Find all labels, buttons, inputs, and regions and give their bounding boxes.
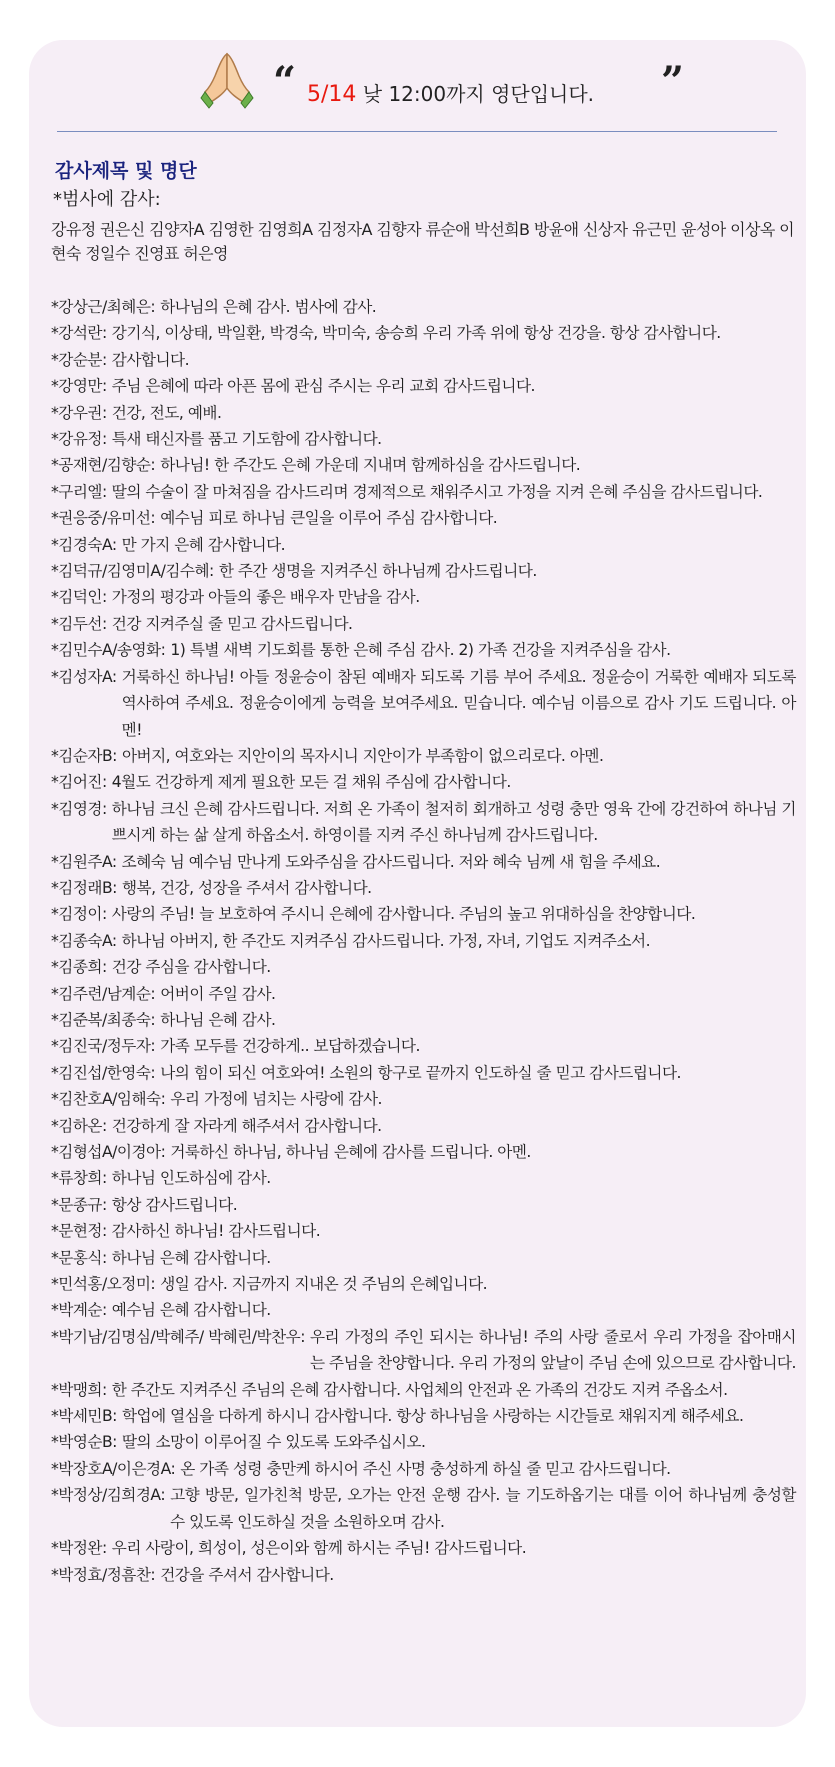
thanks-entry [51,1297,796,1323]
entry-text: 건강 지켜주실 줄 믿고 감사드립니다. [111,614,353,633]
quote-close-mark: ” [661,58,685,105]
thanks-entry [51,400,796,426]
entry-name: *김형섭A/이경아: [51,1143,166,1161]
notice-date: 5/14 [307,82,357,107]
quote-open-mark: “ [273,58,297,105]
entry-text: 항상 감사드립니다. [111,1195,238,1214]
thanks-entry [51,426,796,452]
entry-name: *박영순B: [51,1433,117,1452]
thanks-entry [51,1324,796,1377]
entry-name: *김종희: [51,958,107,977]
entry-text: 하나님 은혜 감사합니다. [111,1248,271,1267]
entry-text: 생일 감사. 지금까지 지내온 것 주님의 은혜입니다. [160,1275,488,1294]
thanks-entry [51,1429,796,1455]
entry-text: 예수님 은혜 감사합니다. [111,1301,271,1320]
thanks-entry [51,901,796,927]
entry-name: *문종규: [51,1195,107,1214]
entry-name: *김주련/남계순: [51,984,156,1003]
entry-text: 하나님의 은혜 감사. 범사에 감사. [160,298,377,316]
thanks-entry-list [51,294,796,1588]
entry-text: 4월도 건강하게 제게 필요한 모든 걸 채워 주심에 감사합니다. [111,773,511,792]
notice-text [307,74,594,115]
entry-name: *공재현/김향순: [51,456,156,475]
entry-name: *강순분: [51,350,107,369]
thanks-entry [51,320,796,346]
entry-text: 건강하게 잘 자라게 해주셔서 감사합니다. [111,1116,382,1135]
all-things-thanks-title: *범사에 감사: [53,189,161,210]
entry-name: *문홍식: [51,1248,107,1267]
thanks-entry [51,532,796,558]
entry-name: *김준복/최종숙: [51,1010,156,1029]
thanks-entry [51,796,796,849]
thanks-entry [51,769,796,795]
entry-text: 건강, 전도, 예배. [111,403,222,422]
entry-name: *박기남/김명심/박혜주/ 박혜린/박찬우: [51,1327,305,1346]
entry-name: *강유정: [51,430,107,449]
entry-name: *민석홍/오정미: [51,1275,156,1294]
notice-header [29,40,806,132]
header-divider [57,131,777,132]
entry-name: *김진섭/한영숙: [51,1063,156,1082]
prayer-card [29,40,806,1727]
entry-name: *박장호A/이은경A: [51,1459,176,1478]
entry-name: *문현정: [51,1222,107,1241]
entry-name: *박정효/정흠찬: [51,1565,156,1584]
entry-text: 어버이 주일 감사. [160,984,276,1003]
entry-name: *김종숙A: [51,931,117,950]
entry-text: 사랑의 주님! 늘 보호하여 주시니 은혜에 감사합니다. 주님의 높고 위대하심을 찬양합니다. [111,905,696,924]
thanks-entry [51,981,796,1007]
entry-name: *박맹희: [51,1380,107,1399]
thanks-entry [51,558,796,584]
thanks-entry [51,1033,796,1059]
entry-text: 만 가지 은혜 감사합니다. [121,535,286,554]
entry-text: 우리 가정에 넘치는 사랑에 감사. [170,1090,382,1109]
entry-text: 조혜숙 님 예수님 만나게 도와주심을 감사드립니다. 저와 혜숙 님께 새 힘을 주세요. [121,852,661,871]
entry-name: *권응중/유미선: [51,509,156,528]
entry-text: 건강 주심을 감사합니다. [111,958,271,977]
entry-text: 하나님 크신 은혜 감사드립니다. 저희 온 가족이 철저히 회개하고 성령 충만 영육 간에 강건하여 하나님 기쁘시게 하는 삶 살게 하옵소서. 하영이를 지켜 주신 하나님께 감사드립니다. [111,799,796,845]
entry-name: *류창희: [51,1169,107,1188]
entry-text: 하나님 은혜 감사. [160,1010,276,1029]
thanks-entry [51,1562,796,1588]
entry-text: 딸의 수술이 잘 마쳐짐을 감사드리며 경제적으로 채워주시고 가정을 지켜 은혜 주심을 감사드립니다. [111,482,763,501]
thanks-entry [51,452,796,478]
thanks-entry [51,1007,796,1033]
all-things-thanks-names: 강유정 권은신 김양자A 김영한 김영희A 김정자A 김향자 류순애 박선희B 방윤애 신상자 유근민 윤성아 이상옥 이현숙 정일수 진영표 허은영 [51,220,795,263]
entry-text: 예수님 피로 하나님 큰일을 이루어 주심 감사합니다. [160,509,498,528]
notice-message: 낮 12:00까지 영단입니다. [362,82,595,106]
thanks-entry [51,637,796,663]
entry-name: *김하온: [51,1116,107,1135]
entry-name: *김원주A: [51,852,117,871]
entry-text: 주님 은혜에 따라 아픈 몸에 관심 주시는 우리 교회 감사드립니다. [111,377,535,396]
entry-text: 한 주간 생명을 지켜주신 하나님께 감사드립니다. [218,562,537,581]
entry-name: *박계순: [51,1301,107,1320]
entry-text: 딸의 소망이 이루어질 수 있도록 도와주십시오. [121,1433,426,1452]
entry-text: 1) 특별 새벽 기도회를 통한 은혜 주심 감사. 2) 가족 건강을 지켜주심을 감사. [170,641,671,660]
thanks-entry [51,849,796,875]
thanks-entry [51,1456,796,1482]
entry-text: 하나님! 한 주간도 은혜 가운데 지내며 함께하심을 감사드립니다. [160,456,581,475]
entry-name: *강영만: [51,377,107,396]
entry-name: *김경숙A: [51,535,117,554]
thanks-entry [51,1165,796,1191]
thanks-entry [51,373,796,399]
entry-text: 한 주간도 지켜주신 주님의 은혜 감사합니다. 사업체의 안전과 온 가족의 건강도 지켜 주옵소서. [111,1380,728,1399]
thanks-entry [51,1113,796,1139]
entry-text: 나의 힘이 되신 여호와여! 소원의 항구로 끝까지 인도하실 줄 믿고 감사드립니다. [160,1063,681,1082]
thanks-entry [51,928,796,954]
entry-text: 가족 모두를 건강하게.. 보답하겠습니다. [160,1037,420,1056]
entry-text: 우리 가정의 주인 되시는 하나님! 주의 사랑 줄로서 우리 가정을 잡아매시는 주님을 찬양합니다. 우리 가정의 앞날이 주님 손에 있으므로 감사합니다. [309,1327,796,1373]
thanks-entry [51,1271,796,1297]
thanks-entry [51,875,796,901]
thanks-entry [51,743,796,769]
thanks-entry [51,1139,796,1165]
entry-name: *김영경: [51,799,107,818]
entry-name: *김진국/정두자: [51,1037,156,1056]
thanks-entry [51,1245,796,1271]
entry-text: 감사하신 하나님! 감사드립니다. [111,1222,321,1241]
entry-text: 강기식, 이상태, 박일환, 박경숙, 박미숙, 송승희 우리 가족 위에 항상 건강을. 항상 감사합니다. [111,324,721,343]
entry-name: *박정상/김희경A: [51,1486,166,1505]
thanks-entry [51,347,796,373]
entry-name: *김순자B: [51,746,117,765]
thanks-entry [51,1377,796,1403]
praying-hands-icon [197,48,257,112]
entry-text: 하나님 인도하심에 감사. [111,1169,271,1188]
entry-text: 감사합니다. [111,350,190,369]
entry-text: 아버지, 여호와는 지안이의 목자시니 지안이가 부족함이 없으리로다. 아멘. [121,746,604,765]
entry-name: *김덕인: [51,588,107,607]
entry-name: *박정완: [51,1539,107,1558]
entry-name: *김민수A/송영화: [51,641,166,660]
entry-name: *강석란: [51,324,107,343]
entry-text: 학업에 열심을 다하게 하시니 감사합니다. 항상 하나님을 사랑하는 시간들로 채워지게 해주세요. [121,1407,744,1426]
entry-name: *김두선: [51,614,107,633]
entry-name: *김성자A: [51,667,117,686]
entry-text: 거룩하신 하나님! 아들 정윤승이 참된 예배자 되도록 기름 부어 주세요. 정윤승이 거룩한 예배자 되도록 역사하여 주세요. 정윤승이에게 능력을 보여주세요. 믿습니다. 예수님 이름으로 감사 기도 드립니다. 아멘! [121,667,796,739]
entry-text: 건강을 주셔서 감사합니다. [160,1565,334,1584]
entry-text: 온 가족 성령 충만케 하시어 주신 사명 충성하게 하실 줄 믿고 감사드립니다. [180,1459,671,1478]
thanks-entry [51,294,796,320]
entry-name: *김정래B: [51,878,117,897]
thanks-entry [51,584,796,610]
entry-name: *김정이: [51,905,107,924]
thanks-entry [51,505,796,531]
thanks-entry [51,954,796,980]
thanks-entry [51,1482,796,1535]
entry-text: 가정의 평강과 아들의 좋은 배우자 만남을 감사. [111,588,420,607]
entry-name: *강상근/최혜은: [51,298,156,316]
thanks-entry [51,1192,796,1218]
thanks-entry [51,611,796,637]
entry-name: *김찬호A/임해숙: [51,1090,166,1109]
entry-text: 특새 태신자를 품고 기도함에 감사합니다. [111,430,382,449]
thanks-entry [51,1060,796,1086]
entry-text: 하나님 아버지, 한 주간도 지켜주심 감사드립니다. 가정, 자녀, 기업도 지켜주소서. [121,931,651,950]
entry-name: *김어진: [51,773,107,792]
thanks-entry [51,1403,796,1429]
entry-text: 고향 방문, 일가친척 방문, 오가는 안전 운행 감사. 늘 기도하옵기는 대를 이어 하나님께 충성할 수 있도록 인도하실 것을 소원하오며 감사. [170,1486,796,1531]
thanks-entry [51,1535,796,1561]
thanks-entry [51,664,796,743]
entry-text: 행복, 건강, 성장을 주셔서 감사합니다. [121,878,372,897]
thanks-entry [51,1218,796,1244]
entry-name: *구리엘: [51,482,107,501]
entry-name: *강우권: [51,403,107,422]
thanks-entry [51,479,796,505]
entry-text: 우리 사랑이, 희성이, 성은이와 함께 하시는 주님! 감사드립니다. [111,1539,527,1558]
entry-name: *김덕규/김영미A/김수혜: [51,562,214,581]
thanks-entry [51,1086,796,1112]
entry-name: *박세민B: [51,1407,117,1426]
section-title: 감사제목 및 명단 [55,160,197,182]
entry-text: 거룩하신 하나님, 하나님 은혜에 감사를 드립니다. 아멘. [170,1143,531,1161]
